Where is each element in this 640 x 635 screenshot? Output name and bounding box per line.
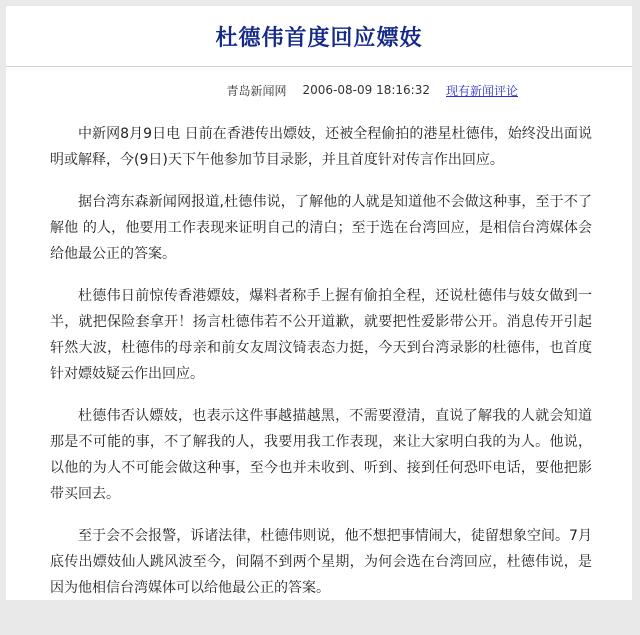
source-label: 青岛新闻网 bbox=[226, 83, 287, 98]
article-title: 杜德伟首度回应嫖妓 bbox=[215, 25, 423, 51]
article-body bbox=[6, 105, 632, 601]
comments-link[interactable]: 现有新闻评论 bbox=[445, 83, 518, 98]
paragraph: 杜德伟日前惊传香港嫖妓，爆料者称手上握有偷拍全程，还说杜德伟与妓女做到一半，就把保险套拿开！扬言杜德伟若不公开道歉，就要把性爱影带公开。消息传开引起轩然大波，杜德伟的母亲和前女友周汶锜表态力挺，今天到台湾录影的杜德伟，也首度针对嫖妓疑云作出回应。 bbox=[50, 288, 592, 382]
paragraph: 中新网8月9日电 日前在香港传出嫖妓，还被全程偷拍的港星杜德伟，始终没出面说明或解释，今(9日)天下午他参加节目录影，并且首度针对传言作出回应。 bbox=[50, 126, 592, 168]
title-bar bbox=[6, 6, 632, 67]
paragraph: 至于会不会报警，诉诸法律，杜德伟则说，他不想把事情闹大，徒留想象空间。7月底传出嫖妓仙人跳风波至今，间隔不到两个星期，为何会选在台湾回应，杜德伟说，是因为他相信台湾媒体可以给他最公正的答案。 bbox=[50, 528, 592, 596]
bottom-margin bbox=[0, 604, 640, 635]
paragraph: 杜德伟否认嫖妓，也表示这件事越描越黑，不需要澄清，直说了解我的人就会知道那是不可能的事，不了解我的人，我要用我工作表现，来让大家明白我的为人。他说，以他的为人不可能会做这种事，至今也并未收到、听到、接到任何恐吓电话，要他把影带买回去。 bbox=[50, 408, 592, 502]
article-page bbox=[6, 6, 632, 600]
datetime-label: 2006-08-09 18:16:32 bbox=[302, 83, 430, 97]
article-meta bbox=[6, 75, 632, 105]
paragraph: 据台湾东森新闻网报道,杜德伟说，了解他的人就是知道他不会做这种事，至于不了解他 的人，他要用工作表现来证明自己的清白；至于选在台湾回应，是相信台湾媒体会给他最公正的答案。 bbox=[50, 194, 592, 262]
